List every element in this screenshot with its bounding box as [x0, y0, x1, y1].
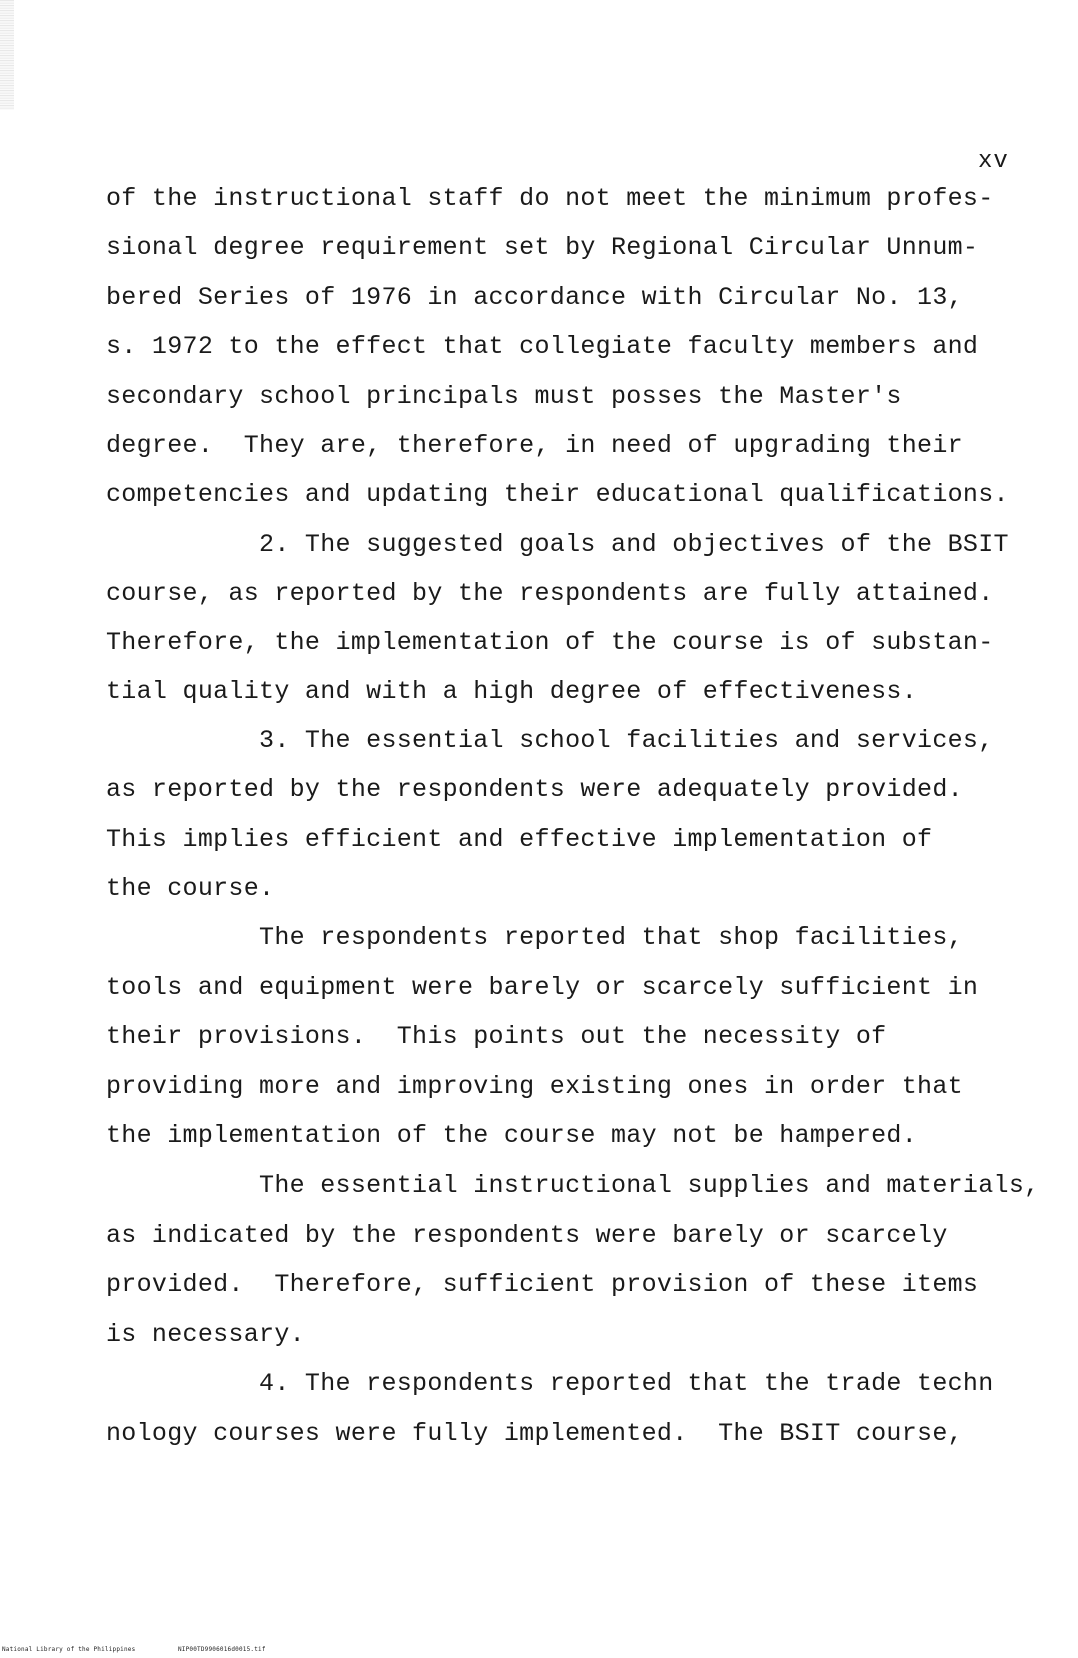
body-line: of the instructional staff do not meet the minimum profes- — [106, 184, 994, 213]
body-line: competencies and updating their educational qualifications. — [106, 480, 1009, 509]
body-line: sional degree requirement set by Regional Circular Unnum- — [106, 233, 979, 262]
page-number: xv — [978, 148, 1009, 175]
body-line: nology courses were fully implemented. The BSIT course, — [106, 1419, 963, 1448]
body-line: as reported by the respondents were adequately provided. — [106, 775, 963, 804]
body-line: 3. The essential school facilities and services, — [106, 726, 994, 755]
body-line: This implies efficient and effective implementation of — [106, 825, 933, 854]
body-line: Therefore, the implementation of the course is of substan- — [106, 628, 994, 657]
body-line: degree. They are, therefore, in need of upgrading their — [106, 431, 963, 460]
footer-library-label: National Library of the Philippines — [2, 1646, 136, 1653]
body-line: 4. The respondents reported that the trade techn — [106, 1369, 994, 1398]
body-line: providing more and improving existing ones in order that — [106, 1072, 963, 1101]
body-line: 2. The suggested goals and objectives of the BSIT — [106, 530, 1009, 559]
body-line: the implementation of the course may not be hampered. — [106, 1121, 918, 1150]
footer-file-name: NIP00TD9906016d0015.tif — [178, 1646, 266, 1653]
body-line: The essential instructional supplies and materials, — [106, 1171, 1040, 1200]
body-line: their provisions. This points out the necessity of — [106, 1022, 887, 1051]
body-line: secondary school principals must posses the Master's — [106, 382, 902, 411]
body-line: bered Series of 1976 in accordance with Circular No. 13, — [106, 283, 963, 312]
body-line: The respondents reported that shop facilities, — [106, 923, 963, 952]
body-line: tial quality and with a high degree of effectiveness. — [106, 677, 918, 706]
body-line: tools and equipment were barely or scarcely sufficient in — [106, 973, 979, 1002]
scan-edge-artifact — [0, 0, 14, 110]
body-line: as indicated by the respondents were barely or scarcely — [106, 1221, 948, 1250]
body-line: the course. — [106, 874, 275, 903]
body-line: course, as reported by the respondents are fully attained. — [106, 579, 994, 608]
body-line: provided. Therefore, sufficient provision of these items — [106, 1270, 979, 1299]
body-line: is necessary. — [106, 1320, 305, 1349]
body-line: s. 1972 to the effect that collegiate faculty members and — [106, 332, 979, 361]
